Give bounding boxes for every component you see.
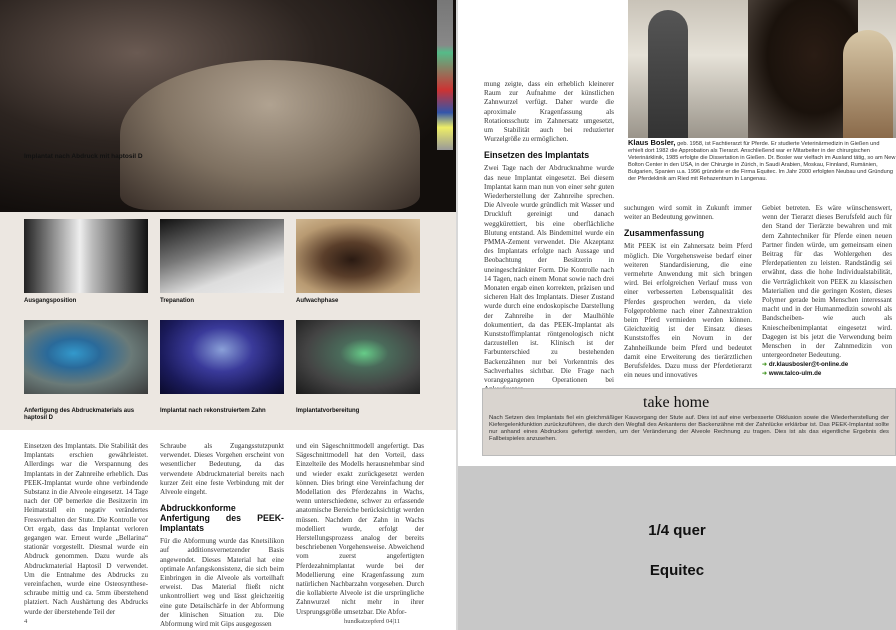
left-column-1 bbox=[24, 442, 148, 614]
thumb-caption: Trepanation bbox=[160, 298, 195, 304]
thumb-rekonstruierter-zahn bbox=[160, 320, 284, 394]
left-column-3 bbox=[296, 442, 424, 614]
thumb-aufwachphase bbox=[296, 219, 420, 293]
body-text: Einsetzen des Implantats. Die Stabilität des Implantats erschien gewährleistet. Allerdings war die Verspannung des Implantats in der Zahnreihe erheblich. Das PEEK-Implantat wurde ohne verbindende Substanz in die Alveole eingesetzt. 14 Tage nach der OP bemerkte die Besitzerin im Heimatstall ein negativ verändertes Fressverhalten der Stute. Die Kontrolle vor Ort ergab, dass das Implantat verloren gegangen war. Erneut wurde „Bellarina“ stationär vorgestellt. Diesmal wurde ein Abdruck genommen. Dazu wurde als Abdruckmaterial Haptosil D verwendet. Um die Entnahme des Abdrucks zu vereinfachen, wurde eine Osteosyntheseschraube mittig und ca. 5mm überstehend platziert. Nach Aushärtung des Abdrucks wurde der überstehende Teil der bbox=[24, 442, 148, 616]
thumb-caption: Implantat nach rekonstruiertem Zahn bbox=[160, 408, 266, 414]
magazine-footer: hundkatzepferd 04|11 bbox=[344, 618, 401, 625]
web-link[interactable]: ➜ www.talco-ulm.de bbox=[762, 370, 822, 378]
body-text: Schraube als Zugangsstutzpunkt verwendet. Dieses Vorgehen erscheint von wesentlicher Bedeutung, da das verwendete Abdruckmaterial bereits nach kurzer Zeit eine feste Verbindung mit der Alveole eingeht. bbox=[160, 442, 284, 497]
thumb-ausgangsposition bbox=[24, 219, 148, 293]
page-number: 4 bbox=[24, 618, 28, 625]
arrow-right-icon: ➜ bbox=[762, 370, 768, 378]
thumb-implantatvorbereitung bbox=[296, 320, 420, 394]
body-text: Zwei Tage nach der Abdrucknahme wurde das neue Implantat eingesetzt. Bei diesem Implantat kann man nun von einer sehr guten Wiederherstellung der Zahnreihe sprechen. Die Alveole wurde gründlich mit Wasser und Druckluft gereinigt und danach weggkürettiert, bis eine oberflächliche Blutung entstand. Als Bindemittel wurde ein PMMA-Zement verwendet. Die Akzeptanz des Implantats erfolgte nach Aussage und Beobachtung der Besitzerin in uneingeschränkter Form. Die Kontrolle nach 14 Tagen, nach einem Monat sowie nach drei Monaten ergab einen korrekten, präzisen und sicheren Halt des Implantats. Dieser Zustand wurde durch eine endoskopische Darstellung der Zahnreihe in der Maulhöhle dokumentiert, da das PEEK-Implantat als Kunststoffimplantat röntgenologisch nicht darzustellen ist. Klinisch ist der Farbunterschied zu bestehenden Backenzähnen nur bei Vorkenntnis des Sachverhaltes sichtbar. Die Frage nach vorangegangenen Operationen bei bbox=[484, 164, 614, 385]
author-bio-text: geb. 1958, ist Fachtierarzt für Pferde. Er studierte Veterinärmedizin in Gießen und erhielt dort 1982 die Approbation als Tierarzt. Anschließend war er Mitarbeiter in der chirurgischen Veterinärklinik, 1985 erfolgte die Dissertation in Gießen. Dr. Bosler war vielfach im Ausland tätig, so am New Bolton Center in den USA, in der Chirurgie in Zürich, in Saudi Arabien, Moskau, Finnland, Rumänien, Bulgarien, Spanien u.a. 1996 gründete er die Firma Equitec. Im Jahr 2000 erfolgten Neubau und Gründung der Pferdeklinik am Ried mit Rehazentrum in Langenau. bbox=[628, 141, 896, 182]
person-silhouette bbox=[843, 30, 893, 138]
horse-mouth-image bbox=[120, 60, 420, 210]
body-text: suchungen wird somit in Zukunft immer weiter an Bedeutung gewinnen. bbox=[624, 204, 752, 222]
hero-caption: Implantat nach Abdruck mit haptosil D bbox=[24, 153, 143, 160]
body-text: und ein Sägeschnittmodell angefertigt. Das Sägeschnittmodell hat den Vorteil, dass Einzelteile des Modells herausnehmbar sind und wieder exakt zurückgesetzt werden können. Dies bringt eine Vereinfachung der Modellation des Pferdezahns in Wachs, wenn unterschiedene, schwer zu erfassende anatomische Bereiche berücksichtigt werden müssen. Nachdem der Zahn in Wachs modelliert wurde, erfolgt der Herstellungsprozess analog der bereits beschriebenen Vorgehensweise. Abweichend vom zuerst angefertigten Pferdezahnimplantat wurde bei der Modellierung eine Kragenfassung zum natürlichen Nachbarzahn vorgesehen. Durch die kollabierte Alveole ist die ursprüngliche Zahnwurzel nicht mehr in ihrer Ursprungsgröße umsetzbar. Die Abfor- bbox=[296, 442, 424, 616]
thumb-caption: Anfertigung des Abdruckmaterials aus haptosil D bbox=[24, 408, 135, 421]
arrow-right-icon: ➜ bbox=[762, 361, 768, 369]
thumb-caption: Implantatvorbereitung bbox=[296, 408, 360, 414]
ad-company-label: Equitec bbox=[649, 562, 705, 579]
section-heading: Zusammenfassung bbox=[624, 228, 705, 239]
thumb-abdruckmaterial bbox=[24, 320, 148, 394]
thumb-trepanation bbox=[160, 219, 284, 293]
author-name: Klaus Bosler, bbox=[628, 138, 676, 147]
color-calibration-stripe bbox=[437, 0, 453, 150]
ad-size-label: 1/4 quer bbox=[648, 522, 706, 539]
right-page bbox=[458, 0, 896, 630]
thumb-caption: Ausgangsposition bbox=[24, 298, 77, 304]
right-column-1 bbox=[484, 80, 614, 385]
author-photo bbox=[628, 0, 896, 138]
thumbnail-band bbox=[0, 212, 456, 430]
take-home-box bbox=[482, 388, 896, 456]
take-home-title: take home bbox=[643, 394, 710, 411]
section-heading: Abdruckkonforme Anfertigung des PEEK-Implantats bbox=[160, 503, 284, 534]
section-heading: Einsetzen des Implantats bbox=[484, 150, 590, 161]
contact-links bbox=[762, 360, 892, 378]
body-text: mung zeigte, dass ein erheblich kleinerer Raum zur Aufnahme der künstlichen Zahnwurzel verfügt. Daher wurde die aproximale Kragenfassung als Rotationsschutz im Zahnersatz umgesetzt, um Stabilität auch bei reduzierter Wurzelgröße zu ermöglichen. bbox=[484, 80, 614, 144]
take-home-text: Nach Setzen des Implantats fiel ein gleichmäßiger Kauvorgang der Stute auf. Dies ist auf eine verbesserte Okklusion sowie die Wiederherstellung der Kiefergelenkfunktion zurückzuführen, die durch den Wegfall des Ankantens der Backenzähne mit der Zahnlücke erklärbar ist. Das PEEK-Implantat sollte nur anhand eines Abdruckes gefertigt werden, um der Veränderung der Alveole Rechnung zu tragen. Dies ist als das eigentliche Ergebnis des Fallbeispieles anzusehen. bbox=[489, 415, 889, 442]
thumb-caption: Aufwachphase bbox=[296, 298, 339, 304]
person-silhouette bbox=[648, 10, 688, 138]
ad-placeholder bbox=[458, 466, 896, 630]
horse-silhouette bbox=[748, 0, 858, 138]
body-text: Gebiet betreten. Es wäre wünschenswert, wenn der Tierarzt dieses Berufsfeld auch für den Stand der Tierärzte bewahren und mit dem Zahntechniker für Pferde einen neuen Partner finden würde, um gemeinsam einen Beitrag für das Wohlergehen des Pferdepatienten zu leisten. Randständig sei erwähnt, dass die hohe Individualstabilität, die Verträglichkeit von PEEK zu klassischen Materialien und die geringen Kosten, dieses Polymer gerade beim Menschen interessant macht und in der Humanmedizin sowohl als Bandscheiben- wie auch als Kniescheibenimplantat eingesetzt wird. Dagegen ist bis jetzt die Verwendung beim Menschen in der Zahnmedizin von untergeordneter Bedeutung. bbox=[762, 204, 892, 360]
hero-photo bbox=[0, 0, 456, 212]
right-column-3 bbox=[762, 204, 892, 382]
body-text: Für die Abformung wurde das Knetsilikon auf additionsvernetzender Basis angewendet. Dieses Material hat eine optimale Anfangskonsistenz, die sich beim Einbringen in die Alveole als vorteilhaft erweist. Das Material fließt nicht unkontrolliert weg und lässt gleichzeitig eine gute Detailschärfe in der Abformung der klinischen Situation zu. Die Abformung wird mit Gips ausgegossen bbox=[160, 537, 284, 629]
email-link[interactable]: ➜ dr.klausbosler@t-online.de bbox=[762, 361, 849, 369]
right-column-2 bbox=[624, 204, 752, 382]
body-text: Mit PEEK ist ein Zahnersatz beim Pferd möglich. Die Vorgehensweise bedarf einer weiteren Standardisierung, die eine vermehrte Anwendung mit sich bringen wird. Bei erfolgreichen Verlauf muss von einer verbesserten Lebensqualität des Pferdes gesprochen werden, da viele Folgeprobleme nach einer Zahnextraktion beim Pferd vermieden werden können. Gleichzeitig ist der Einsatz dieses Kunststoffes ein Novum in der Zahnheilkunde beim Pferd und bedeutet damit eine Erweiterung des tierärztlichen Berufsfeldes. Dazu muss der Pferdetierarzt ein neues und innovatives bbox=[624, 242, 752, 380]
author-bio bbox=[628, 140, 896, 182]
left-column-2 bbox=[160, 442, 284, 629]
